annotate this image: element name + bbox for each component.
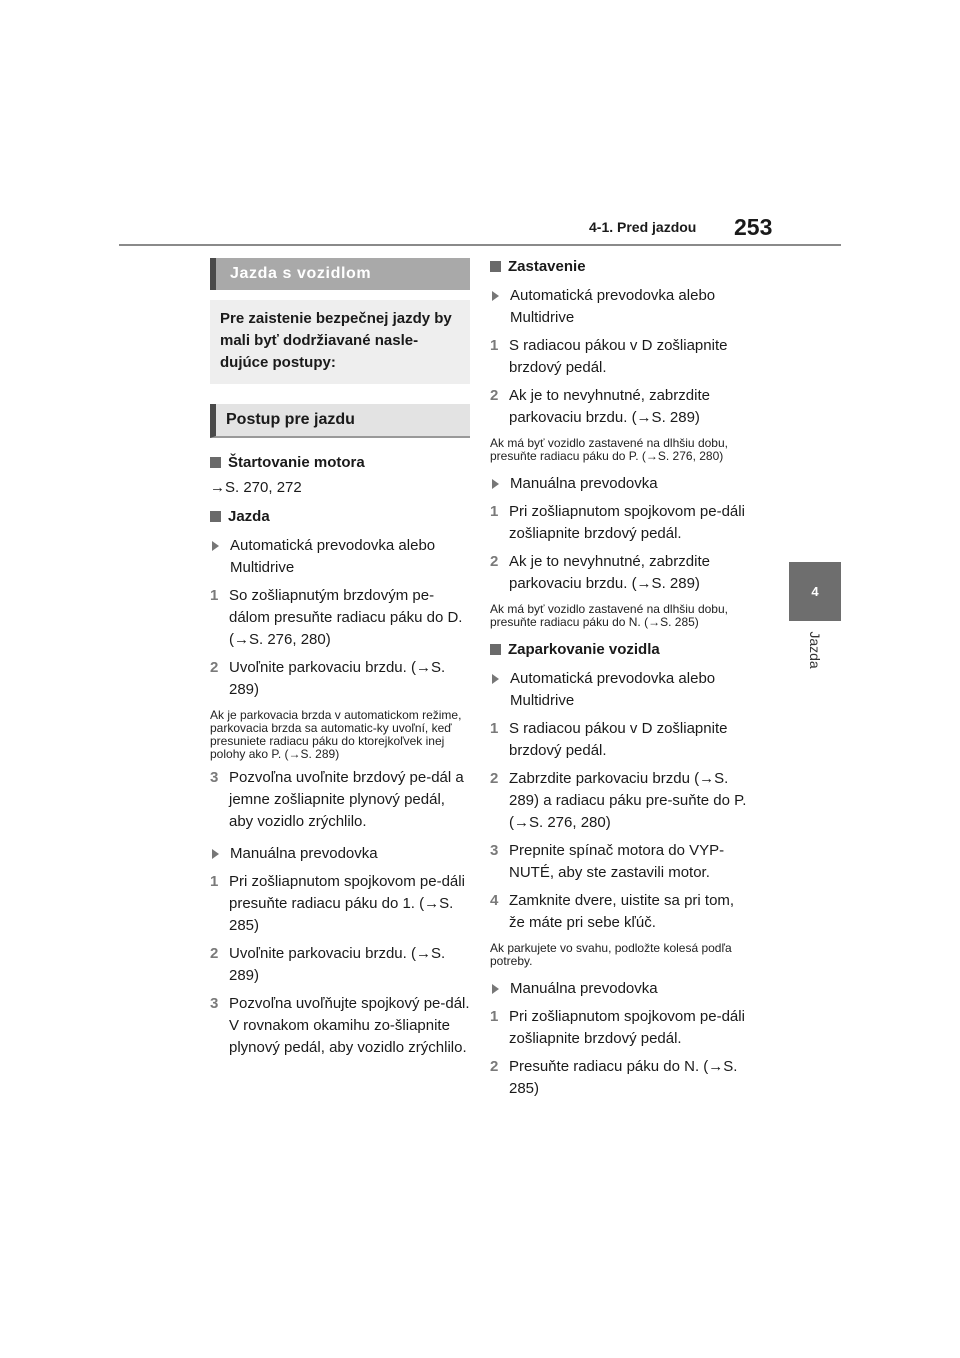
subhead-manual: Manuálna prevodovka [210,843,470,865]
note: Ak je parkovacia brzda v automatickom režime, parkovacia brzda sa automatic-ky uvoľní, keď presuniete radiacu páku do ktorejkoľvek inej polohy ako P. (→S. 289) [210,708,462,761]
step: 2 Uvoľnite parkovaciu brzdu. (→S. 289) [210,659,446,698]
triangle-bullet-icon [492,984,499,994]
triangle-bullet-icon [492,291,499,301]
step: 1 Pri zošliapnutom spojkovom pe-dáli presuňte radiacu páku do 1. (→S. 285) [210,873,465,934]
step: 1 Pri zošliapnutom spojkovom pe-dáli zošliapnite brzdový pedál. [490,503,745,542]
intro-box: Pre zaistenie bezpečnej jazdy by mali byť dodržiavané nasle-dujúce postupy: [210,300,470,384]
step: 1 S radiacou pákou v D zošliapnite brzdový pedál. [490,337,728,376]
square-bullet-icon [210,457,221,468]
subhead-auto: Automatická prevodovka alebo Multidrive [490,285,752,329]
step: 3 Prepnite spínač motora do VYP-NUTÉ, aby ste zastavili motor. [490,842,725,881]
note: Ak má byť vozidlo zastavené na dlhšiu dobu, presuňte radiacu páku do N. (→S. 285) [490,602,728,629]
step: 2 Ak je to nevyhnutné, zabrzdite parkovaciu brzdu. (→S. 289) [490,553,710,592]
subhead-manual: Manuálna prevodovka [490,978,752,1000]
right-column [490,258,752,1102]
subhead-auto: Automatická prevodovka alebo Multidrive [210,535,470,579]
step: 1 Pri zošliapnutom spojkovom pe-dáli zošliapnite brzdový pedál. [490,1008,745,1047]
step: 1 S radiacou pákou v D zošliapnite brzdový pedál. [490,720,728,759]
start-reference: →S. 270, 272 [210,479,302,496]
chapter-tab: 4 [789,562,841,621]
step: 2 Presuňte radiacu páku do N. (→S. 285) [490,1058,738,1097]
triangle-bullet-icon [492,479,499,489]
step: 2 Uvoľnite parkovaciu brzdu. (→S. 289) [210,945,446,984]
left-column [210,258,470,1061]
step: 3 Pozvoľna uvoľňujte spojkový pe-dál. V rovnakom okamihu zo-šliapnite plynový pedál, aby vozidlo zrýchlilo. [210,995,470,1056]
page-number: 253 [734,214,773,240]
step: 1 So zošliapnutým brzdovým pe-dálom presuňte radiacu páku do D. (→S. 276, 280) [210,587,463,648]
step: 3 Pozvoľna uvoľnite brzdový pe-dál a jemne zošliapnite plynový pedál, aby vozidlo zrýchlilo. [210,769,464,830]
note: Ak parkujete vo svahu, podložte kolesá podľa potreby. [490,941,732,968]
chapter-label: Jazda [807,631,823,669]
step: 2 Ak je to nevyhnutné, zabrzdite parkovaciu brzdu. (→S. 289) [490,387,710,426]
square-bullet-icon [210,511,221,522]
heading-park: Zaparkovanie vozidla [490,641,752,658]
heading-stop: Zastavenie [490,258,752,275]
note: Ak má byť vozidlo zastavené na dlhšiu dobu, presuňte radiacu páku do P. (→S. 276, 280) [490,436,728,463]
triangle-bullet-icon [492,674,499,684]
heading-drive: Jazda [210,508,470,525]
subsection-title: Postup pre jazdu [210,404,470,438]
subhead-auto: Automatická prevodovka alebo Multidrive [490,668,752,712]
step: 4 Zamknite dvere, uistite sa pri tom, že máte pri sebe kľúč. [490,892,735,931]
triangle-bullet-icon [212,849,219,859]
header-section-title: 4-1. Pred jazdou [589,219,697,235]
square-bullet-icon [490,644,501,655]
square-bullet-icon [490,261,501,272]
subhead-manual: Manuálna prevodovka [490,473,752,495]
header-rule [119,244,841,246]
triangle-bullet-icon [212,541,219,551]
section-title: Jazda s vozidlom [210,258,470,290]
heading-start: Štartovanie motora [210,454,470,471]
step: 2 Zabrzdite parkovaciu brzdu (→S. 289) a radiacu páku pre-suňte do P. (→S. 276, 280) [490,770,747,831]
